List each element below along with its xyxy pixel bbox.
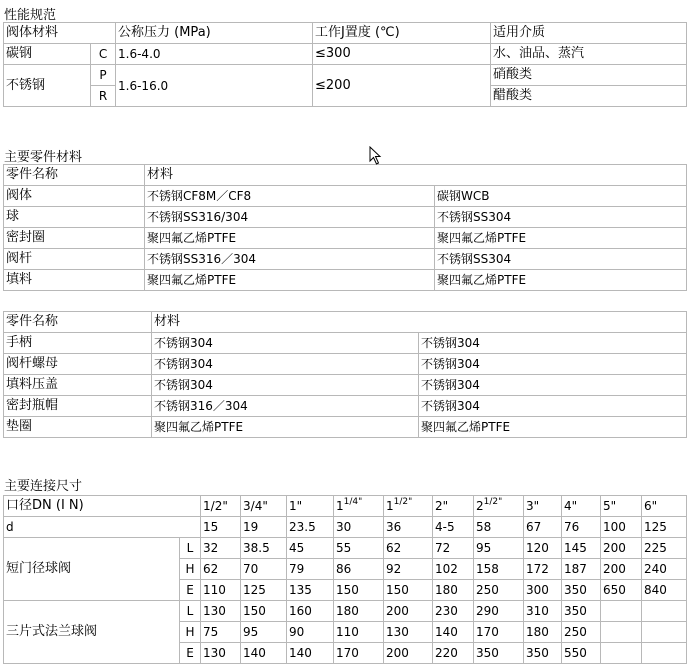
dim-value-cell: 140 <box>433 622 474 643</box>
material-cell: 聚四氟乙烯PTFE <box>145 228 435 249</box>
part-name-cell: 阀体 <box>4 186 145 207</box>
part-name-cell: 球 <box>4 207 145 228</box>
material-cell: 碳钢 <box>4 44 91 65</box>
material-cell: 不锈钢304 <box>419 354 687 375</box>
table-row <box>4 354 687 375</box>
perf-section-title: 性能规范 <box>4 8 57 23</box>
table-row <box>4 249 687 270</box>
dim-value-cell: 120 <box>524 538 562 559</box>
dim-value-cell: 45 <box>287 538 334 559</box>
dimensions-table <box>3 495 687 664</box>
code-cell: C <box>91 44 116 65</box>
dim-value-cell: 110 <box>334 622 384 643</box>
valve-type-cell: 三片式法兰球阀 <box>4 601 180 664</box>
dim-value-cell: 75 <box>201 622 241 643</box>
material-cell: 不锈钢304 <box>152 333 419 354</box>
code-cell: R <box>91 86 116 107</box>
dim-key-cell: H <box>180 622 201 643</box>
d-value-cell: 76 <box>562 517 601 538</box>
dim-value-cell: 180 <box>524 622 562 643</box>
dim-value-cell: 250 <box>474 580 524 601</box>
table-row <box>4 44 687 65</box>
dim-value-cell: 290 <box>474 601 524 622</box>
material-cell: 聚四氟乙烯PTFE <box>435 228 687 249</box>
size-header-cell: 3/4" <box>241 496 287 517</box>
table-row <box>4 270 687 291</box>
dim-value-cell: 172 <box>524 559 562 580</box>
dim-value-cell <box>601 601 642 622</box>
part-name-cell: 填料压盖 <box>4 375 152 396</box>
dim-value-cell: 170 <box>334 643 384 664</box>
d-value-cell: 125 <box>642 517 687 538</box>
dims-section-title: 主要连接尺寸 <box>4 479 83 494</box>
dim-value-cell <box>642 622 687 643</box>
dim-value-cell: 55 <box>334 538 384 559</box>
dn-label-cell: 口径DN (I N) <box>4 496 201 517</box>
header-cell: 零件名称 <box>4 165 145 186</box>
size-header-cell: $2^{1/2"}$ <box>474 496 524 517</box>
material-cell: 聚四氟乙烯PTFE <box>152 417 419 438</box>
material-cell: 不锈钢 <box>4 65 91 107</box>
part-name-cell: 填料 <box>4 270 145 291</box>
dim-value-cell: 180 <box>334 601 384 622</box>
d-value-cell: 36 <box>384 517 433 538</box>
table-row <box>4 65 687 86</box>
dim-value-cell: 125 <box>241 580 287 601</box>
dim-value-cell: 62 <box>384 538 433 559</box>
pressure-cell: 1.6-4.0 <box>116 44 313 65</box>
dim-value-cell: 38.5 <box>241 538 287 559</box>
dim-value-cell: 110 <box>201 580 241 601</box>
dim-value-cell: 32 <box>201 538 241 559</box>
table-row <box>4 23 687 44</box>
dim-value-cell: 350 <box>524 643 562 664</box>
d-value-cell: 100 <box>601 517 642 538</box>
dim-value-cell: 650 <box>601 580 642 601</box>
dim-value-cell: 86 <box>334 559 384 580</box>
material-cell: 不锈钢304 <box>419 375 687 396</box>
material-cell: 聚四氟乙烯PTFE <box>145 270 435 291</box>
dim-value-cell: 140 <box>287 643 334 664</box>
d-value-cell: 4-5 <box>433 517 474 538</box>
dim-value-cell: 158 <box>474 559 524 580</box>
dim-key-cell: L <box>180 601 201 622</box>
dim-value-cell: 150 <box>241 601 287 622</box>
medium-cell: 醋酸类 <box>491 86 687 107</box>
dim-value-cell: 95 <box>241 622 287 643</box>
table-row <box>4 601 687 622</box>
dim-value-cell: 310 <box>524 601 562 622</box>
dim-value-cell: 150 <box>334 580 384 601</box>
dim-value-cell: 140 <box>241 643 287 664</box>
material-cell: 聚四氟乙烯PTFE <box>435 270 687 291</box>
dim-value-cell: 130 <box>201 643 241 664</box>
dim-value-cell: 92 <box>384 559 433 580</box>
dim-value-cell: 200 <box>601 538 642 559</box>
table-row <box>4 396 687 417</box>
dim-value-cell <box>601 643 642 664</box>
header-cell: 材料 <box>145 165 687 186</box>
header-cell: 适用介质 <box>491 23 687 44</box>
dim-value-cell: 62 <box>201 559 241 580</box>
dim-value-cell: 240 <box>642 559 687 580</box>
table-row <box>4 186 687 207</box>
dim-value-cell: 250 <box>562 622 601 643</box>
parts-section-title: 主要零件材料 <box>4 150 83 165</box>
code-cell: P <box>91 65 116 86</box>
d-value-cell: 58 <box>474 517 524 538</box>
size-header-cell: 5" <box>601 496 642 517</box>
table-row <box>4 517 687 538</box>
material-cell: 不锈钢SS316／304 <box>145 249 435 270</box>
part-name-cell: 垫圈 <box>4 417 152 438</box>
dim-value-cell: 230 <box>433 601 474 622</box>
material-cell: 不锈钢SS304 <box>435 207 687 228</box>
material-cell: 不锈钢CF8M／CF8 <box>145 186 435 207</box>
dim-value-cell: 70 <box>241 559 287 580</box>
material-cell: 不锈钢316／304 <box>152 396 419 417</box>
temp-cell: ≤200 <box>313 65 491 107</box>
size-header-cell: 4" <box>562 496 601 517</box>
dim-key-cell: L <box>180 538 201 559</box>
table-row <box>4 312 687 333</box>
dim-value-cell: 550 <box>562 643 601 664</box>
material-cell: 碳钢WCB <box>435 186 687 207</box>
size-header-cell: 6" <box>642 496 687 517</box>
dim-value-cell: 200 <box>601 559 642 580</box>
dim-value-cell <box>601 622 642 643</box>
part-name-cell: 密封瓶帽 <box>4 396 152 417</box>
dim-value-cell: 220 <box>433 643 474 664</box>
dim-value-cell: 180 <box>433 580 474 601</box>
dim-value-cell: 200 <box>384 643 433 664</box>
d-label-cell: d <box>4 517 201 538</box>
dim-value-cell: 95 <box>474 538 524 559</box>
dim-value-cell: 79 <box>287 559 334 580</box>
size-header-cell: 1" <box>287 496 334 517</box>
dim-key-cell: E <box>180 580 201 601</box>
material-cell: 不锈钢304 <box>152 375 419 396</box>
dim-value-cell: 170 <box>474 622 524 643</box>
dim-key-cell: E <box>180 643 201 664</box>
dim-value-cell: 145 <box>562 538 601 559</box>
dim-value-cell: 350 <box>562 601 601 622</box>
material-cell: 不锈钢SS304 <box>435 249 687 270</box>
table-row <box>4 333 687 354</box>
header-cell: 公称压力 (MPa) <box>116 23 313 44</box>
dim-key-cell: H <box>180 559 201 580</box>
table-row <box>4 496 687 517</box>
pressure-cell: 1.6-16.0 <box>116 65 313 107</box>
part-name-cell: 手柄 <box>4 333 152 354</box>
header-cell: 材料 <box>152 312 687 333</box>
medium-cell: 水、油品、蒸汽 <box>491 44 687 65</box>
performance-table <box>3 22 687 107</box>
dim-value-cell: 102 <box>433 559 474 580</box>
dim-value-cell <box>642 643 687 664</box>
table-row <box>4 538 687 559</box>
parts-table-1 <box>3 164 687 291</box>
dim-value-cell: 130 <box>201 601 241 622</box>
dim-value-cell: 300 <box>524 580 562 601</box>
table-row <box>4 165 687 186</box>
dim-value-cell: 350 <box>562 580 601 601</box>
material-cell: 不锈钢304 <box>152 354 419 375</box>
size-header-cell: $1^{1/4"}$ <box>334 496 384 517</box>
dim-value-cell: 160 <box>287 601 334 622</box>
dim-value-cell: 200 <box>384 601 433 622</box>
d-value-cell: 67 <box>524 517 562 538</box>
table-row <box>4 375 687 396</box>
material-cell: 不锈钢304 <box>419 333 687 354</box>
size-header-cell: 1/2" <box>201 496 241 517</box>
d-value-cell: 30 <box>334 517 384 538</box>
temp-cell: ≤300 <box>313 44 491 65</box>
part-name-cell: 阀杆螺母 <box>4 354 152 375</box>
size-header-cell: 3" <box>524 496 562 517</box>
table-row <box>4 207 687 228</box>
dim-value-cell: 135 <box>287 580 334 601</box>
parts-table-2 <box>3 311 687 438</box>
dim-value-cell: 350 <box>474 643 524 664</box>
dim-value-cell: 187 <box>562 559 601 580</box>
mouse-cursor-icon <box>369 146 383 166</box>
dim-value-cell: 130 <box>384 622 433 643</box>
header-cell: 阀体材料 <box>4 23 116 44</box>
part-name-cell: 密封圈 <box>4 228 145 249</box>
dim-value-cell: 840 <box>642 580 687 601</box>
table-row <box>4 228 687 249</box>
size-header-cell: $1^{1/2"}$ <box>384 496 433 517</box>
part-name-cell: 阀杆 <box>4 249 145 270</box>
d-value-cell: 19 <box>241 517 287 538</box>
dim-value-cell: 225 <box>642 538 687 559</box>
header-cell: 零件名称 <box>4 312 152 333</box>
material-cell: 聚四氟乙烯PTFE <box>419 417 687 438</box>
valve-type-cell: 短门径球阀 <box>4 538 180 601</box>
dim-value-cell: 90 <box>287 622 334 643</box>
medium-cell: 硝酸类 <box>491 65 687 86</box>
dim-value-cell: 150 <box>384 580 433 601</box>
dim-value-cell: 72 <box>433 538 474 559</box>
material-cell: 不锈钢304 <box>419 396 687 417</box>
d-value-cell: 15 <box>201 517 241 538</box>
table-row <box>4 417 687 438</box>
dim-value-cell <box>642 601 687 622</box>
d-value-cell: 23.5 <box>287 517 334 538</box>
size-header-cell: 2" <box>433 496 474 517</box>
material-cell: 不锈钢SS316/304 <box>145 207 435 228</box>
header-cell: 工作J置度 (℃) <box>313 23 491 44</box>
